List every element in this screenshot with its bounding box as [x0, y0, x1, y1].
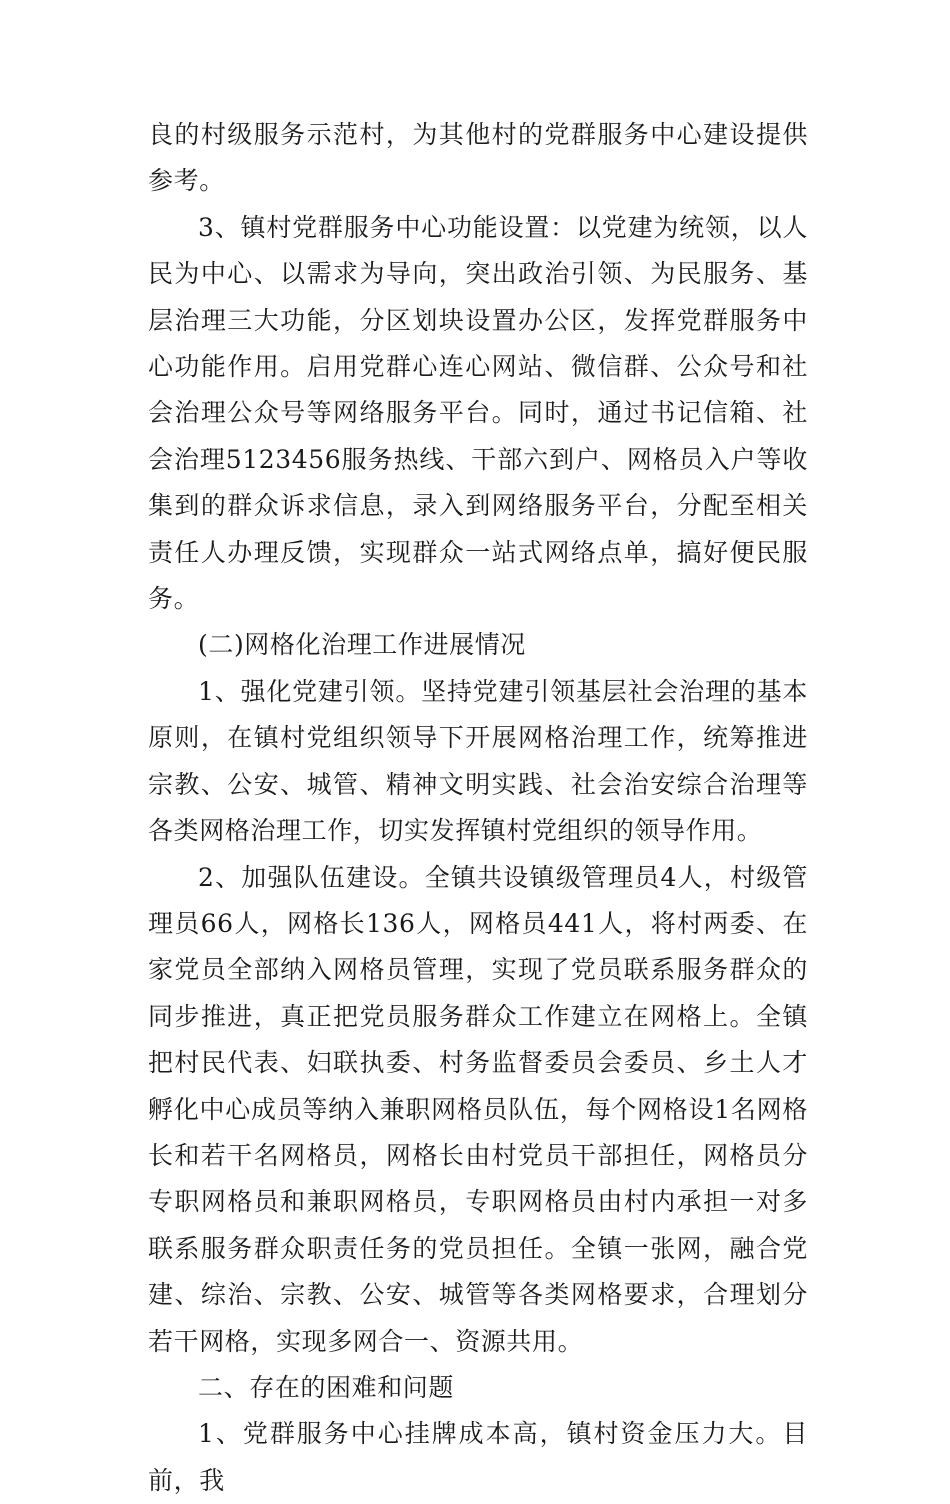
document-body	[148, 112, 808, 1504]
paragraph-team-building: 2、加强队伍建设。全镇共设镇级管理员4人，村级管理员66人，网格长136人，网格员441人，将村两委、在家党员全部纳入网格员管理，实现了党员联系服务群众的同步推进，真正把党员服务群众工作建立在网格上。全镇把村民代表、妇联执委、村务监督委员会委员、乡土人才孵化中心成员等纳入兼职网格员队伍，每个网格设1名网格长和若干名网格员，网格长由村党员干部担任，网格员分专职网格员和兼职网格员，专职网格员由村内承担一对多联系服务群众职责任务的党员担任。全镇一张网，融合党建、综治、宗教、公安、城管等各类网格要求，合理划分若干网格，实现多网合一、资源共用。	[148, 862, 808, 1356]
section-heading-grid-governance: (二)网格化治理工作进展情况	[198, 630, 526, 660]
paragraph-party-leadership: 1、强化党建引领。坚持党建引领基层社会治理的基本原则，在镇村党组织领导下开展网格治理工作，统筹推进宗教、公安、城管、精神文明实践、社会治安综合治理等各类网格治理工作，切实发挥镇村党组织的领导作用。	[148, 676, 808, 846]
paragraph-function-setup: 3、镇村党群服务中心功能设置：以党建为统领，以人民为中心、以需求为导向，突出政治引领、为民服务、基层治理三大功能，分区划块设置办公区，发挥党群服务中心功能作用。启用党群心连心网站、微信群、公众号和社会治理公众号等网络服务平台。同时，通过书记信箱、社会治理5123456服务热线、干部六到户、网格员入户等收集到的群众诉求信息，录入到网络服务平台，分配至相关责任人办理反馈，实现群众一站式网络点单，搞好便民服务。	[148, 212, 808, 614]
section-heading-difficulties: 二、存在的困难和问题	[198, 1372, 455, 1402]
paragraph-continuation: 良的村级服务示范村，为其他村的党群服务中心建设提供参考。	[148, 120, 808, 196]
paragraph-cost-issue: 1、党群服务中心挂牌成本高，镇村资金压力大。目前，我	[148, 1419, 808, 1495]
